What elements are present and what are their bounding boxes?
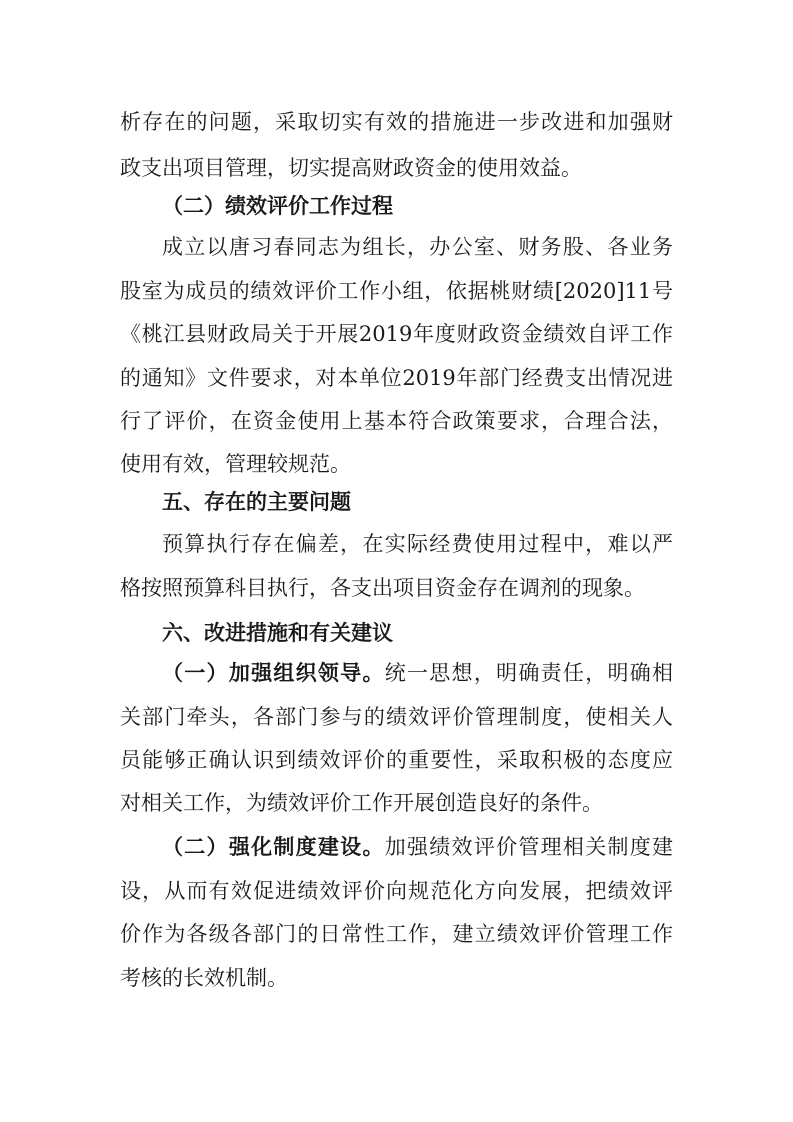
- bold-lead: （二）强化制度建设。: [162, 835, 385, 859]
- section-heading: 六、改进措施和有关建议: [162, 621, 393, 645]
- paragraph-line: 关部门牵头，各部门参与的绩效评价管理制度，使相关人: [120, 705, 673, 729]
- paragraph-line: 政支出项目管理，切实提高财政资金的使用效益。: [120, 156, 582, 180]
- paragraph-line: 预算执行存在偏差，在实际经费使用过程中，难以严: [162, 532, 673, 556]
- paragraph-line: [162, 824, 673, 870]
- paragraph-line: 的通知》文件要求，对本单位2019年部门经费支出情况进: [120, 366, 673, 390]
- paragraph-line: 股室为成员的绩效评价工作小组，依据桃财绩[2020]11号: [120, 279, 673, 303]
- section-heading: 五、存在的主要问题: [162, 490, 351, 514]
- paragraph-line: 员能够正确认识到绩效评价的重要性，采取积极的态度应: [120, 748, 673, 772]
- section-heading: （二）绩效评价工作过程: [162, 194, 393, 218]
- paragraph-line: 《桃江县财政局关于开展2019年度财政资金绩效自评工作: [120, 322, 673, 346]
- paragraph-line: 价作为各级各部门的日常性工作，建立绩效评价管理工作: [120, 922, 673, 946]
- paragraph-text: 统一思想，明确责任，明确相: [384, 661, 674, 685]
- paragraph-line: 考核的长效机制。: [120, 966, 288, 990]
- paragraph-line: 使用有效，管理较规范。: [120, 452, 351, 476]
- paragraph-line: 析存在的问题，采取切实有效的措施进一步改进和加强财: [120, 110, 673, 134]
- bold-lead: （一）加强组织领导。: [162, 661, 385, 685]
- paragraph-text: 加强绩效评价管理相关制度建: [384, 835, 674, 859]
- paragraph-line: [162, 650, 673, 696]
- paragraph-line: 行了评价，在资金使用上基本符合政策要求，合理合法，: [120, 409, 673, 433]
- paragraph-line: 格按照预算科目执行，各支出项目资金存在调剂的现象。: [120, 576, 645, 600]
- paragraph-line: 成立以唐习春同志为组长，办公室、财务股、各业务: [162, 235, 673, 259]
- paragraph-line: 对相关工作，为绩效评价工作开展创造良好的条件。: [120, 791, 603, 815]
- paragraph-line: 设，从而有效促进绩效评价向规范化方向发展，把绩效评: [120, 879, 673, 903]
